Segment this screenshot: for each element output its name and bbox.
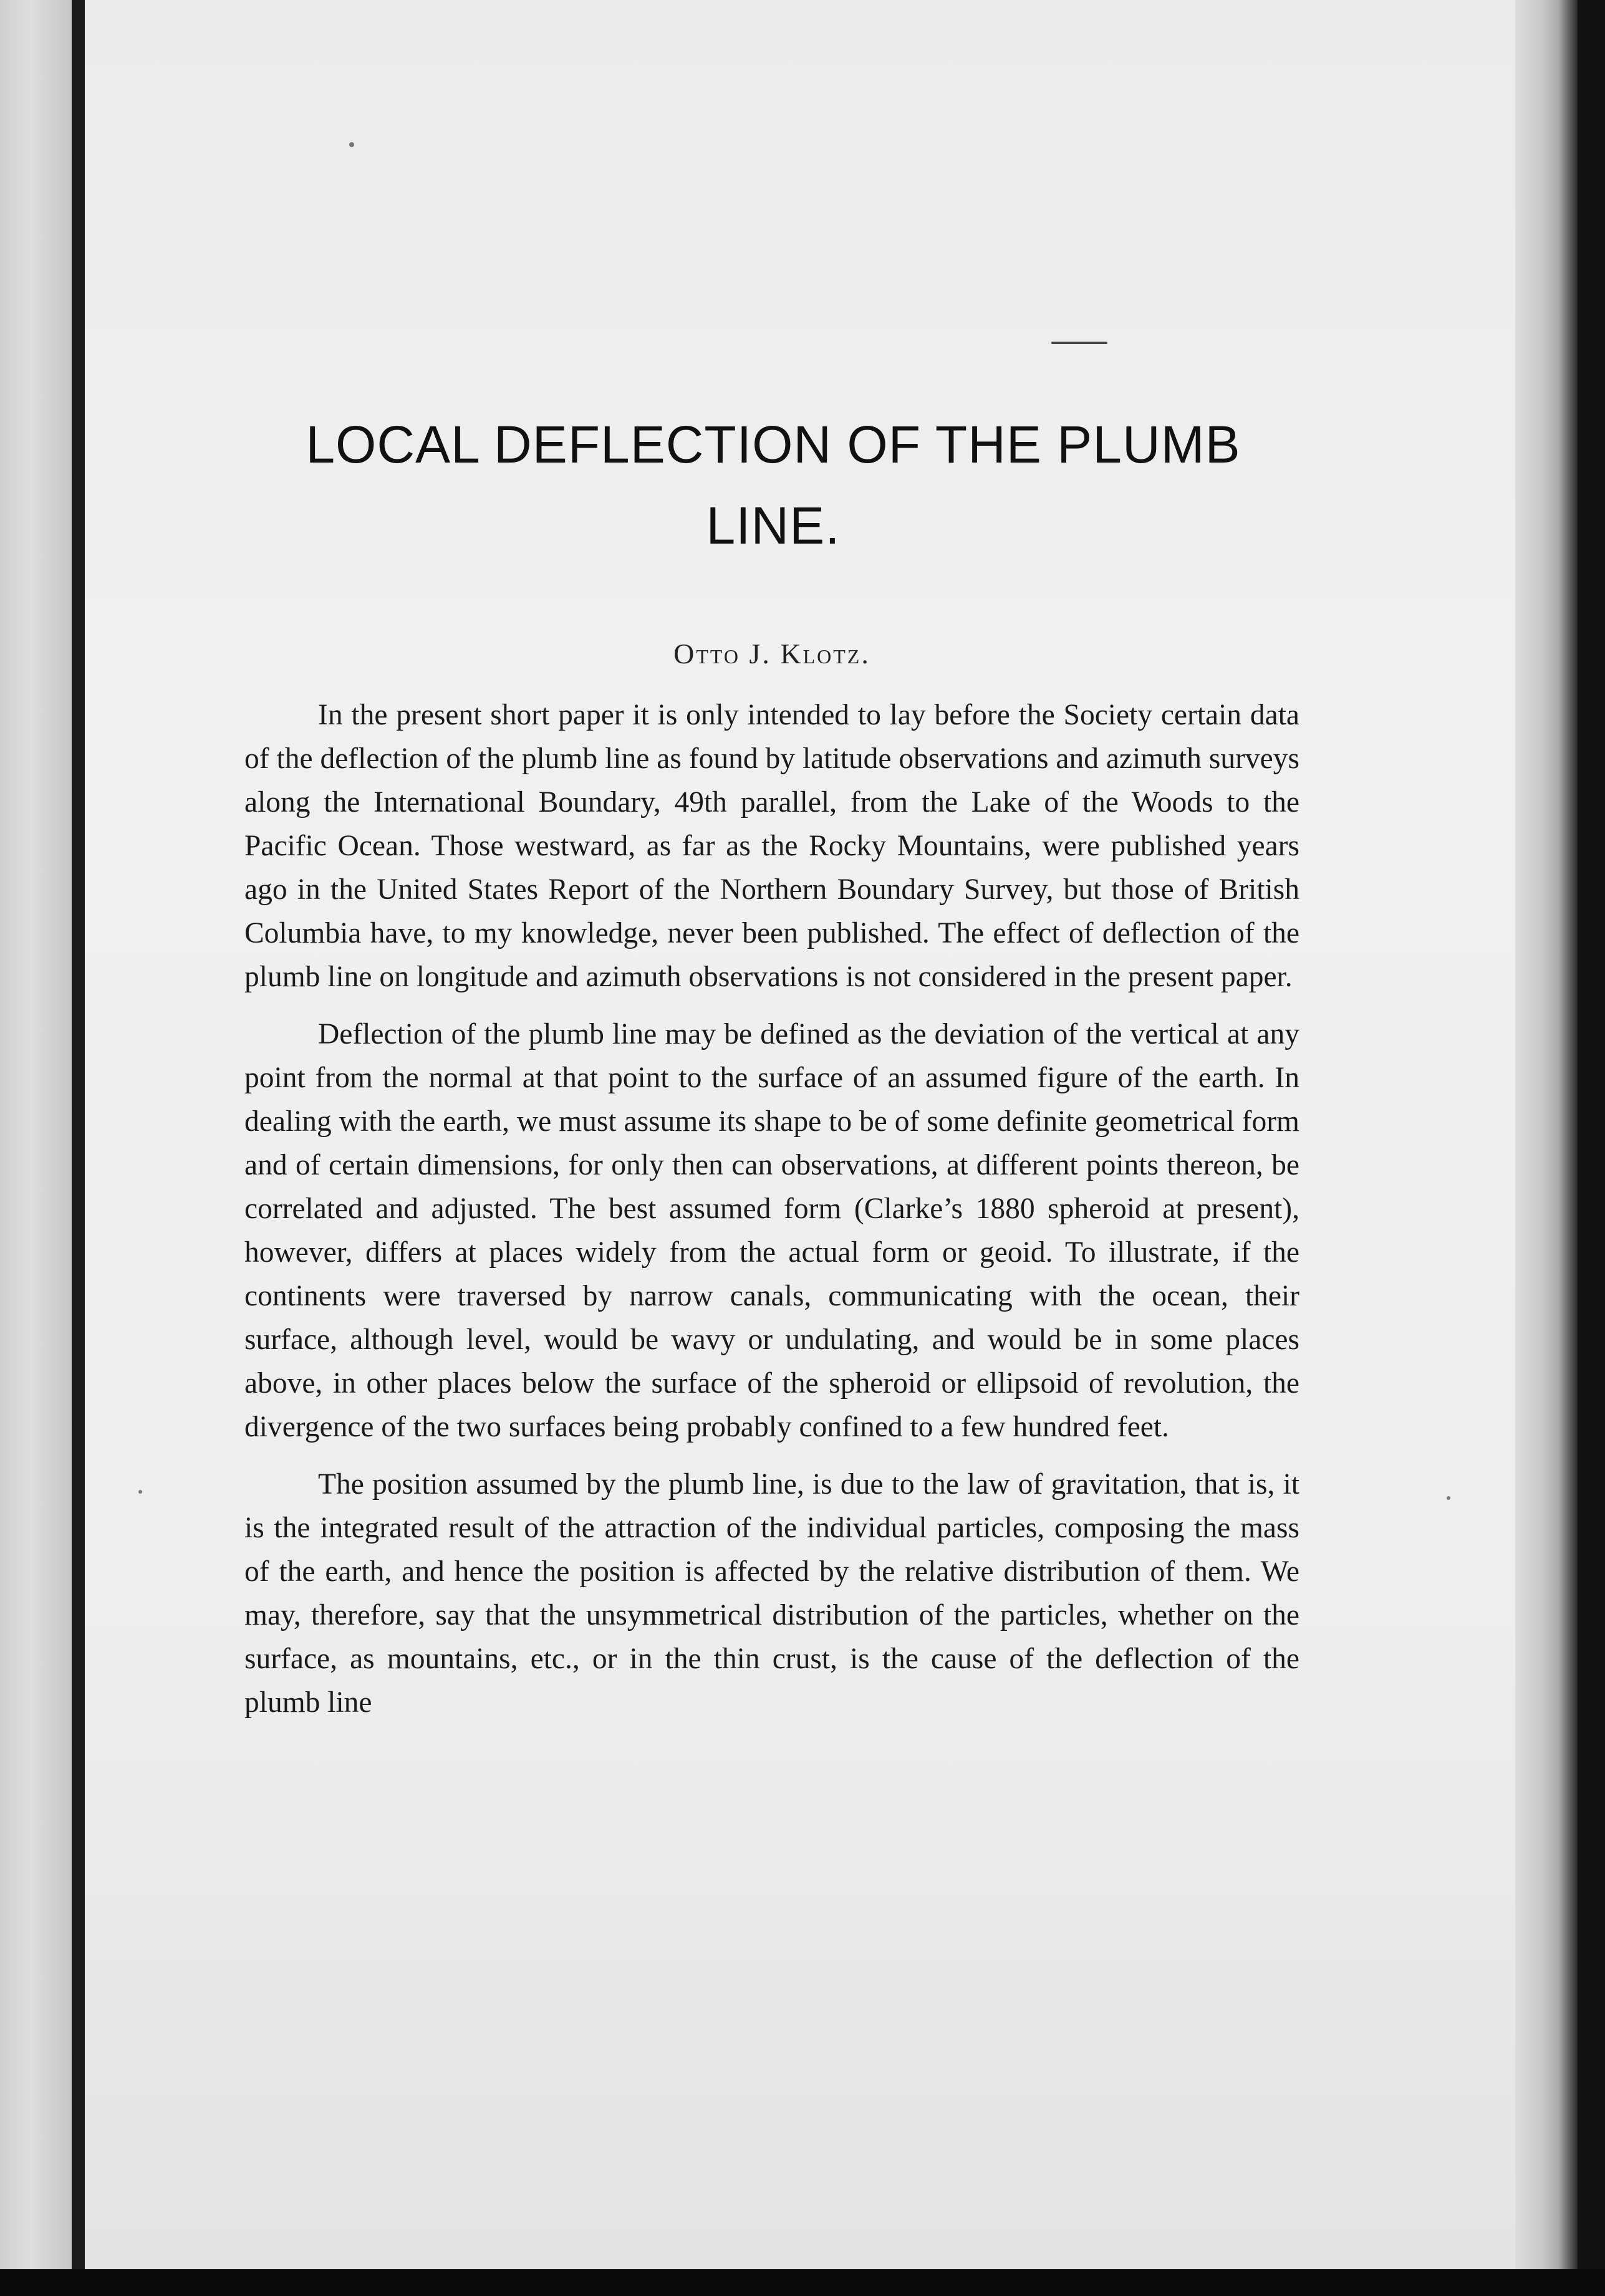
body-paragraph: The position assumed by the plumb line, is due to the law of gravitation, that is, it is the integrated result of the attraction of the individual particles, composing the mass of the earth, and hence the position is affected by the relative distribution of them. We may, therefore, say that the unsymmetrical distribution of the particles, whether on the surface, as mountains, etc., or in the thin crust, is the cause of the deflection of the plumb line	[244, 1468, 1299, 1719]
body-paragraph: Deflection of the plumb line may be defined as the deviation of the vertical at any point from the normal at that point to the surface of an assumed figure of the earth. In dealing with the earth, we must assume its shape to be of some definite geometrical form and of certain dimensions, for only then can observations, at different points thereon, be correlated and adjusted. The best assumed form (Clarke’s 1880 spheroid at present), however, differs at places widely from the actual form or geoid. To illustrate, if the continents were traversed by narrow canals, communicating with the ocean, their surface, although level, would be wavy or undulating, and would be in some places above, in other places below the surface of the spheroid or ellipsoid of revolution, the divergence of the two surfaces being probably confined to a few hundred feet.	[244, 1018, 1299, 1443]
scan-border-bottom	[0, 2269, 1605, 2296]
facing-page-edge	[0, 0, 76, 2296]
article-author: Otto J. Klotz.	[673, 638, 870, 670]
page-stack-edge	[1515, 0, 1578, 2296]
book-gutter	[72, 0, 85, 2296]
body-paragraph: In the present short paper it is only intended to lay before the Society certain data of the deflection of the plumb line as found by latitude observations and azimuth surveys along the International Boundary, 49th parallel, from the Lake of the Woods to the Pacific Ocean. Those westward, as far as the Rocky Mountains, were published years ago in the United States Report of the Northern Boundary Survey, but those of British Columbia have, to my knowledge, never been published. The effect of deflection of the plumb line on longitude and azimuth observations is not considered in the present paper.	[244, 699, 1299, 993]
ink-mark	[1051, 342, 1107, 344]
scan-border	[1578, 0, 1605, 2296]
article-title: LOCAL DEFLECTION OF THE PLUMB LINE.	[306, 415, 1241, 555]
dust-speck	[349, 142, 354, 147]
dust-speck	[1447, 1496, 1450, 1500]
article-body	[244, 693, 1299, 1738]
dust-speck	[138, 1490, 142, 1494]
